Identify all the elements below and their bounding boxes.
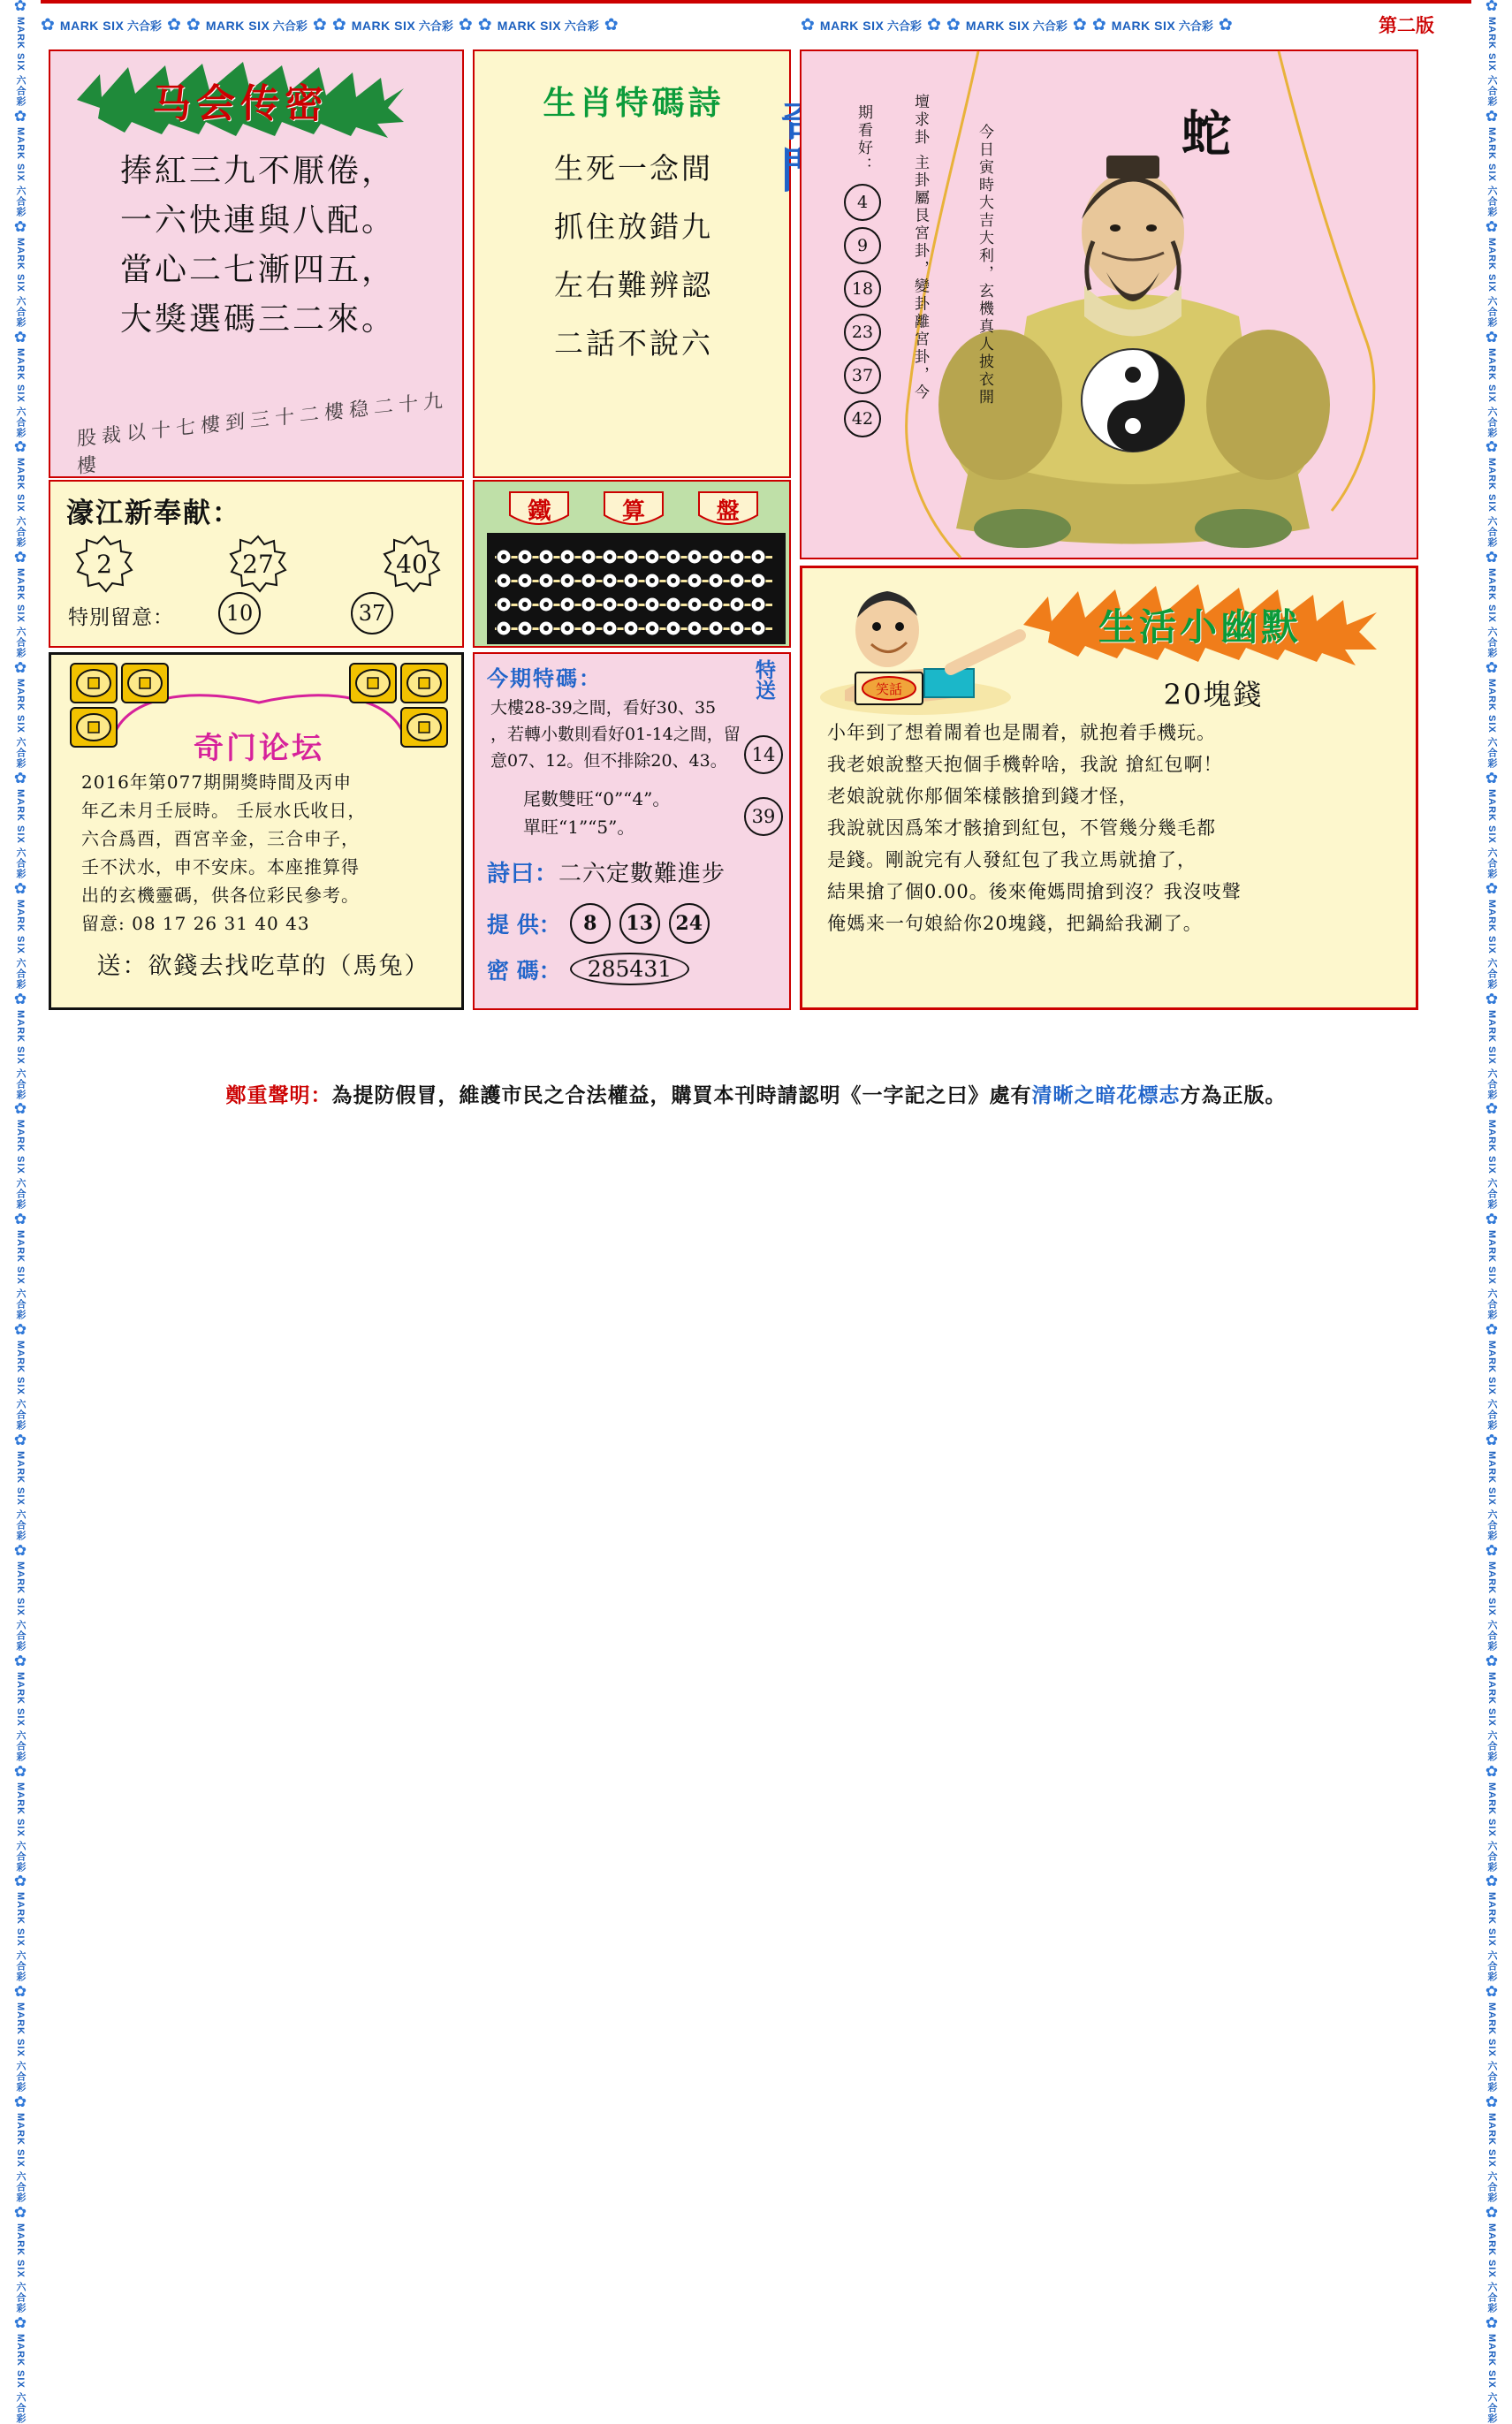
provide-number: 8 (570, 903, 611, 944)
humor-line: 老娘說就你郍個笨樣骸搶到錢才怪， (827, 786, 1138, 807)
number-value: 27 (242, 549, 274, 579)
flower-icon: ✿ (13, 438, 27, 457)
banner-mark-six (966, 17, 1068, 34)
shengxiao-line: 左右難辨認 (554, 268, 713, 302)
snake-kanhao-label: 期看好： (855, 104, 872, 175)
flower-icon: ✿ (477, 15, 492, 34)
flower-icon: ✿ (604, 15, 619, 34)
declaration-part4: 處有 (989, 1083, 1032, 1107)
number-token (77, 536, 132, 591)
rail-mark-six-label: MARK SIX 六合彩 (1486, 2113, 1497, 2203)
number-token (231, 536, 285, 591)
flower-icon: ✿ (1485, 1652, 1499, 1670)
mahui-poem (68, 147, 448, 345)
banner-mark-six-cn: 六合彩 (884, 19, 922, 33)
flower-icon: ✿ (1485, 549, 1499, 567)
banner-mark-six-en: MARK SIX (351, 18, 416, 33)
body-line: 出的玄機靈碼，供各位彩民參考。 (81, 885, 360, 906)
tema-teson-label (750, 659, 780, 700)
number-value: 40 (396, 549, 428, 579)
qimen-forum-body (81, 768, 435, 938)
column-middle (473, 42, 791, 1063)
flower-icon: ✿ (1218, 15, 1233, 34)
flower-icon: ✿ (13, 2093, 27, 2112)
flower-icon: ✿ (1091, 15, 1106, 34)
rail-mark-six-label: MARK SIX 六合彩 (15, 17, 26, 107)
haojiang-note-number: 37 (351, 592, 393, 634)
rail-mark-six-label: MARK SIX 六合彩 (15, 788, 26, 879)
panel-tema (473, 652, 791, 1010)
flower-icon: ✿ (13, 2203, 27, 2222)
column-right (800, 42, 1418, 1063)
abacus-char: 盤 (716, 498, 740, 525)
rail-mark-six-label: MARK SIX 六合彩 (1486, 679, 1497, 769)
snake-vertical-text-1: 壇求卦 主卦屬艮宮卦，變卦離宮卦，今 (911, 94, 929, 402)
rail-mark-six-label: MARK SIX 六合彩 (15, 2333, 26, 2424)
flower-icon: ✿ (13, 328, 27, 346)
banner-mark-six-en: MARK SIX (1111, 18, 1176, 33)
abacus-title-char (505, 489, 574, 529)
flower-icon: ✿ (801, 15, 815, 34)
mahui-handwriting: 股裁以十七樓到三十二樓稳二十九樓 (77, 389, 449, 479)
flower-icon: ✿ (1485, 328, 1499, 346)
banner-mark-six (206, 17, 308, 34)
rail-mark-six-label: MARK SIX 六合彩 (1486, 1230, 1497, 1321)
rail-mark-six-label: MARK SIX 六合彩 (1486, 237, 1497, 328)
flower-icon: ✿ (1485, 879, 1499, 898)
flower-icon: ✿ (13, 549, 27, 567)
banner-mark-six-cn: 六合彩 (415, 19, 453, 33)
shi-text: 二六定數難進步 (558, 861, 726, 887)
abacus-frame (487, 533, 786, 644)
rail-mark-six-label: MARK SIX 六合彩 (1486, 1892, 1497, 1983)
flower-icon: ✿ (1072, 15, 1087, 34)
banner-mark-six (820, 17, 922, 34)
rail-mark-six-label: MARK SIX 六合彩 (15, 1230, 26, 1321)
rail-mark-six-label: MARK SIX 六合彩 (1486, 1450, 1497, 1541)
banner-mark-six (352, 17, 453, 34)
poem-line: 捧紅三九不厭倦， (119, 153, 396, 189)
left-rail (0, 0, 41, 2424)
flower-icon: ✿ (927, 15, 941, 34)
tema-side-number: 14 (744, 735, 783, 774)
snake-number: 23 (844, 314, 881, 351)
humor-body (827, 717, 1402, 939)
flower-icon: ✿ (41, 15, 55, 34)
flower-icon: ✿ (1485, 2314, 1499, 2332)
tema-provide-row (487, 903, 787, 944)
rail-mark-six-label: MARK SIX 六合彩 (15, 458, 26, 549)
edition-label: 第二版 (1379, 14, 1434, 36)
abacus-title (492, 489, 775, 529)
flower-icon: ✿ (13, 1652, 27, 1670)
haojiang-note-number: 10 (218, 592, 261, 634)
tema-body-line: 大樓28-39之間，看好30、35 (490, 698, 717, 718)
poem-line: 大獎選碼三二來。 (119, 301, 396, 338)
flower-icon: ✿ (167, 15, 181, 34)
tema-body-line: ，若轉小數則看好01-14之間，留 (490, 725, 741, 744)
rail-mark-six-label: MARK SIX 六合彩 (15, 568, 26, 659)
flower-icon: ✿ (13, 990, 27, 1008)
snake-number: 9 (844, 227, 881, 264)
haojiang-title: 濠江新奉献： (66, 498, 241, 529)
banner-mark-six-en: MARK SIX (819, 18, 885, 33)
rail-mark-six-label: MARK SIX 六合彩 (1486, 1782, 1497, 1873)
shengxiao-line: 抓住放錯九 (554, 209, 713, 244)
mahui-title: 马会传密 (152, 81, 329, 126)
panel-shengxiao-poem (473, 49, 791, 478)
declaration-part1: 鄭重聲明： (225, 1083, 332, 1107)
rail-mark-six-label: MARK SIX 六合彩 (15, 126, 26, 217)
snake-number: 42 (844, 400, 881, 437)
flower-icon: ✿ (13, 1431, 27, 1449)
rail-mark-six-label: MARK SIX 六合彩 (1486, 458, 1497, 549)
teson-text: 特送 (752, 659, 776, 700)
rail-mark-six-label: MARK SIX 六合彩 (15, 1671, 26, 1762)
poem-line: 當心二七漸四五， (119, 252, 396, 288)
number-token (384, 536, 439, 591)
panel-qimen-forum (49, 652, 464, 1010)
rail-mark-six-label: MARK SIX 六合彩 (1486, 899, 1497, 990)
banner-mark-six-en: MARK SIX (965, 18, 1030, 33)
abacus-char: 算 (621, 498, 645, 525)
code-value: 285431 (570, 953, 689, 985)
rail-mark-six-label: MARK SIX 六合彩 (1486, 1009, 1497, 1100)
flower-icon: ✿ (13, 659, 27, 678)
banner-mark-six-cn: 六合彩 (1030, 19, 1068, 33)
flower-icon: ✿ (1485, 1321, 1499, 1340)
flower-icon: ✿ (1485, 1873, 1499, 1891)
shengxiao-lines (475, 140, 793, 373)
flower-icon: ✿ (1485, 1211, 1499, 1229)
abacus-char: 鐵 (528, 498, 551, 525)
declaration-part6: 方為正版。 (1180, 1083, 1287, 1107)
shengxiao-title: 生肖特碼詩 (543, 83, 725, 122)
declaration-part2: 為提防假冒，維護市民之合法權益，購買本刊時請認明 (331, 1083, 841, 1107)
flower-icon: ✿ (13, 769, 27, 787)
column-left (49, 42, 464, 1063)
flower-icon: ✿ (13, 1983, 27, 2002)
rail-mark-six-label: MARK SIX 六合彩 (1486, 1671, 1497, 1762)
flower-icon: ✿ (946, 15, 961, 34)
humor-title-burst (1023, 584, 1377, 665)
haojiang-numbers (77, 536, 439, 591)
panel-mahui-chuanmi (49, 49, 464, 478)
flower-icon: ✿ (1485, 2093, 1499, 2112)
flower-icon: ✿ (1485, 1541, 1499, 1560)
rail-mark-six-label: MARK SIX 六合彩 (15, 237, 26, 328)
tema-side-numbers (743, 735, 784, 859)
panel-humor (800, 566, 1418, 1010)
panel-abacus (473, 480, 791, 648)
flower-icon: ✿ (1485, 769, 1499, 787)
shi-label: 詩曰： (487, 861, 559, 887)
declaration-part3: 《一字記之曰》 (840, 1083, 990, 1107)
rail-mark-six-label: MARK SIX 六合彩 (15, 899, 26, 990)
banner-mark-six-cn: 六合彩 (1175, 19, 1213, 33)
flower-icon: ✿ (1485, 217, 1499, 236)
tema-side-number: 39 (744, 797, 783, 836)
poem-line: 一六快連與八配。 (119, 202, 396, 239)
banner-mark-six-cn: 六合彩 (124, 19, 162, 33)
flower-icon: ✿ (1485, 659, 1499, 678)
humor-line: 我說就因爲笨才骸搶到紅包，不管幾分幾毛都 (827, 817, 1216, 839)
rail-mark-six-label: MARK SIX 六合彩 (15, 1892, 26, 1983)
rail-mark-six-label: MARK SIX 六合彩 (15, 1009, 26, 1100)
banner-mark-six (498, 17, 599, 34)
rail-mark-six-label: MARK SIX 六合彩 (1486, 17, 1497, 107)
rail-mark-six-label: MARK SIX 六合彩 (1486, 1561, 1497, 1652)
tema-tail-line: 尾數雙旺“0”“4”。 (523, 788, 671, 809)
humor-line: 俺媽来一句娘給你20塊錢，把鍋給我涮了。 (827, 913, 1203, 934)
rail-mark-six-label: MARK SIX 六合彩 (1486, 1341, 1497, 1431)
body-line: 壬不汱水，申不安床。本座推算得 (81, 856, 360, 878)
body-line: 2016年第077期開獎時間及丙申 (81, 771, 353, 793)
tema-tail-line: 單旺“1”“5”。 (523, 817, 635, 838)
banner-mark-six-en: MARK SIX (497, 18, 562, 33)
flower-icon: ✿ (13, 217, 27, 236)
humor-line: 結果搶了個0.00。後來俺媽問搶到沒？我沒吱聲 (827, 881, 1242, 902)
rail-mark-six-label: MARK SIX 六合彩 (1486, 788, 1497, 879)
flower-icon: ✿ (1485, 1762, 1499, 1781)
flower-icon: ✿ (1485, 0, 1499, 15)
tema-body-line: 意07、12。但不排除20、43。 (490, 751, 727, 771)
number-value: 2 (96, 549, 112, 579)
rail-mark-six-label: MARK SIX 六合彩 (15, 347, 26, 438)
banner-mark-six-cn: 六合彩 (561, 19, 599, 33)
flower-icon: ✿ (13, 1762, 27, 1781)
zodiac-snake-char: 蛇 (1181, 105, 1231, 163)
rail-mark-six-label: MARK SIX 六合彩 (15, 679, 26, 769)
haojiang-note-label: 特別留意： (68, 606, 174, 629)
snake-numbers (844, 184, 881, 437)
abacus-title-char (694, 489, 763, 529)
shengxiao-line: 二話不說六 (554, 326, 713, 361)
snake-number: 4 (844, 184, 881, 221)
flower-icon: ✿ (186, 15, 201, 34)
mahui-title-burst (77, 62, 404, 138)
flower-icon: ✿ (1485, 990, 1499, 1008)
rail-mark-six-label: MARK SIX 六合彩 (15, 1450, 26, 1541)
snake-number: 37 (844, 357, 881, 394)
abacus-title-char (599, 489, 668, 529)
rail-mark-six-label: MARK SIX 六合彩 (15, 1782, 26, 1873)
banner-mark-six (60, 17, 162, 34)
rail-mark-six-label: MARK SIX 六合彩 (1486, 2002, 1497, 2093)
provide-label: 提 供： (487, 912, 561, 938)
tema-tail (523, 785, 744, 841)
qimen-forum-send: 送：欲錢去找吃草的（馬兔） (96, 953, 430, 980)
joke-tag-text: 笑話 (875, 681, 903, 697)
flower-icon: ✿ (1485, 1100, 1499, 1119)
rail-mark-six-label: MARK SIX 六合彩 (15, 1341, 26, 1431)
flower-icon: ✿ (1485, 438, 1499, 457)
rail-mark-six-label: MARK SIX 六合彩 (1486, 347, 1497, 438)
flower-icon: ✿ (331, 15, 346, 34)
humor-line: 小年到了想着閙着也是閙着，就抱着手機玩。 (827, 722, 1216, 743)
deity-illustration (802, 51, 1417, 558)
panel-haojiang (49, 480, 464, 648)
right-rail (1471, 0, 1512, 2424)
banner-mark-six-cn: 六合彩 (270, 19, 308, 33)
humor-line: 是錢。剛說完有人發紅包了我立馬就搶了， (827, 849, 1197, 870)
provide-number: 13 (619, 903, 660, 944)
flower-icon: ✿ (1485, 1431, 1499, 1449)
flower-icon: ✿ (458, 15, 473, 34)
rail-mark-six-label: MARK SIX 六合彩 (1486, 568, 1497, 659)
panel-snake-deity (800, 49, 1418, 559)
humor-subtitle: 20塊錢 (1163, 678, 1264, 711)
snake-number: 18 (844, 270, 881, 308)
flower-icon: ✿ (13, 0, 27, 15)
provide-number: 24 (669, 903, 710, 944)
rail-mark-six-label: MARK SIX 六合彩 (1486, 2333, 1497, 2424)
rail-mark-six-label: MARK SIX 六合彩 (15, 2223, 26, 2314)
tema-body (490, 695, 742, 774)
flower-icon: ✿ (13, 1321, 27, 1340)
rail-mark-six-label: MARK SIX 六合彩 (15, 1561, 26, 1652)
banner-mark-six-en: MARK SIX (205, 18, 270, 33)
declaration-part5: 清晰之暗花標志 (1031, 1083, 1181, 1107)
body-line: 年乙未月壬辰時。 壬辰水氏收日， (81, 800, 367, 821)
body-line: 留意: 08 17 26 31 40 43 (81, 913, 310, 934)
humor-line: 我老娘說整天抱個手機幹啥，我說 搶紅包啊！ (827, 754, 1223, 775)
flower-icon: ✿ (1485, 2203, 1499, 2222)
rail-mark-six-label: MARK SIX 六合彩 (1486, 126, 1497, 217)
flower-icon: ✿ (13, 107, 27, 125)
flower-icon: ✿ (1485, 107, 1499, 125)
tema-code-row (487, 953, 787, 985)
flower-icon: ✿ (13, 879, 27, 898)
flower-icon: ✿ (13, 1211, 27, 1229)
flower-icon: ✿ (312, 15, 327, 34)
tema-shi (487, 855, 787, 888)
tema-header: 今期特碼： (487, 665, 602, 691)
code-label: 密 碼： (487, 957, 561, 984)
rail-mark-six-label: MARK SIX 六合彩 (15, 2002, 26, 2093)
banner-mark-six (1112, 17, 1213, 34)
humor-title: 生活小幽默 (1098, 605, 1302, 649)
flower-icon: ✿ (13, 1541, 27, 1560)
body-line: 六合爲酉，酉宮辛金，三合申子， (81, 828, 360, 849)
flower-icon: ✿ (1485, 1983, 1499, 2002)
cartoon-man-illustration (818, 584, 1030, 717)
flower-icon: ✿ (13, 2314, 27, 2332)
qimen-forum-title: 奇门论坛 (194, 731, 324, 766)
snake-vertical-text-2: 今日寅時大吉大利，玄機真人披衣開 (976, 124, 993, 407)
flower-icon: ✿ (13, 1100, 27, 1119)
rail-mark-six-label: MARK SIX 六合彩 (1486, 1120, 1497, 1211)
banner-mark-six-en: MARK SIX (59, 18, 125, 33)
rail-mark-six-label: MARK SIX 六合彩 (15, 1120, 26, 1211)
bottom-declaration (41, 1074, 1471, 1113)
rail-mark-six-label: MARK SIX 六合彩 (15, 2113, 26, 2203)
flower-icon: ✿ (13, 1873, 27, 1891)
rail-mark-six-label: MARK SIX 六合彩 (1486, 2223, 1497, 2314)
shengxiao-line: 生死一念間 (554, 151, 713, 186)
